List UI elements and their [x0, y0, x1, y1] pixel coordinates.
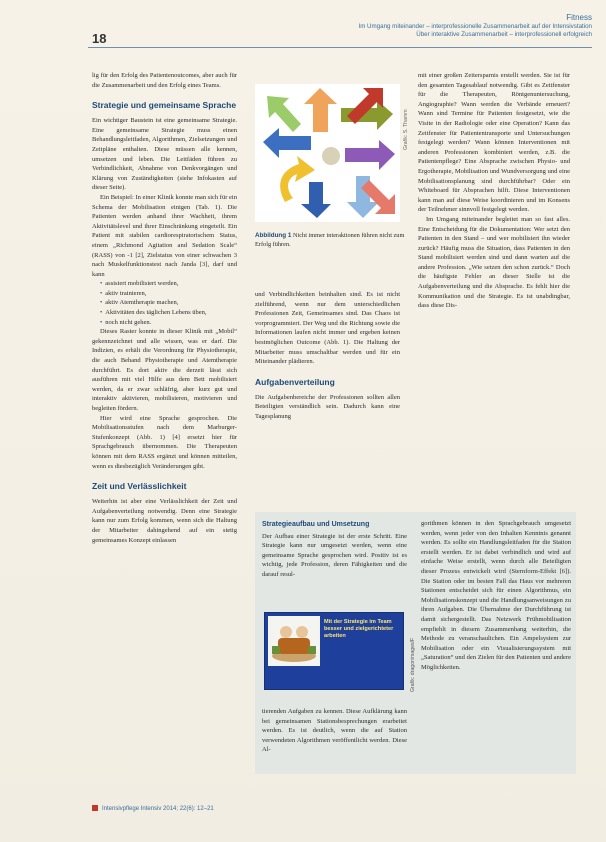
running-title-line-2: Über interaktive Zusammenarbeit – interprofessionell erfolgreich	[416, 31, 592, 38]
paragraph: Der Aufbau einer Strategie ist der erste Schritt. Eine Strategie kann nur umgesetzt werden, wenn eine gemeinsame Sprache gesprochen wird. Positiv ist es wichtig, jede Profession, deren Fähigkeiten und die darauf resul-	[262, 532, 407, 578]
info-box-heading: Strategieaufbau und Umsetzung	[262, 521, 370, 528]
section-heading: Zeit und Verlässlichkeit	[92, 481, 187, 492]
image-credit: Grafik: dragonimages/F	[410, 637, 416, 692]
info-box-bottom-text	[262, 707, 407, 755]
paragraph: Im Umgang miteinander begleitet man so fast alles. Eine Entscheidung für die Dokumentation: Wer setzt den Patienten in den Stand – und wer mobilisiert ihn wieder zurück? Häufig muss die Situation, dass Patienten in den Stand mobilisiert werden sind und dann warten auf die andere Profession. „Wie setzen den schon zurück.“ Doch die häufigste Fehler an dieser Stelle ist die Aufgabenverteilung und die Absprache. Es fehlt hier die Kommunikation und die Strategie. Es ist unabdingbar, dass diese Dis-	[418, 215, 570, 310]
list-item: • aktiv trainieren,	[100, 289, 237, 299]
caption-text: Nicht immer interaktionen führen nicht zum Erfolg führen.	[255, 232, 405, 248]
section-heading: Aufgabenverteilung	[255, 376, 335, 387]
paragraph: und Verbindlichkeiten beinhalten sind. Es ist nicht zielführend, wenn nur dem unterschiedlichen Professionen Zeit, Gemeinsames sind. Das Chaos ist vorprogrammiert. Der Weg und die Richtung sowie die Informationen laufen nicht immer und ergeben keinen bestmöglichen Outcome (Abb. 1). Die Haltung der Mitarbeiter muss umschaltbar werden und für ein Miteinander plädieren.	[255, 291, 400, 366]
paragraph: mit einer großen Zeitersparnis erstellt werden. Sie ist für den gesamten Tagesablauf notwendig. Gibt es Zeitfenster für die Therapeuten, Röntgenuntersuchung, Angiographie? Wann werden die Verbände erneuert? Wann sind Termine für Patienten festgesetzt, wie die Visite in der Radiologie oder eine Operation? Kann das Zeitfenster für Patiententransporte und Untersuchungen festgelegt werden? Wann können Interventionen mit anderen Professionen kombiniert werden, z.B. die Patientenpflege? Eine Absprache zwischen Physio- und Ergotherapie, Mobilisation und Wundversorgung und eine Mobilisationsplanung sind durchführbar? Oder ein Whiteboard für Absprachen hilft. Diese Interventionen kann man auf diese Weise koordinieren und im Konsens der Teilnehmer sinnvoll festgelegt werden.	[418, 72, 570, 214]
footer-marker-icon	[92, 805, 98, 811]
paragraph: tierenden Aufgaben zu kennen. Diese Aufklärung kann bei gemeinsamen Stationsbesprechungen erarbeitet werden. Es ist deutlich, wenn die auf Station verwendeten Algorithmen veröffentlicht werden. Diese Al-	[262, 708, 407, 754]
info-box-image	[264, 612, 404, 690]
figure-credit: Grafik: S. Thamm	[403, 109, 409, 150]
paragraph: Ein wichtiger Baustein ist eine gemeinsame Strategie. Eine gemeinsame Strategie muss einen Behandlungsleitfaden, Algorithmen, Zielsetzungen und Zeitpläne enthalten. Diese müssen alle kennen, umsetzen und leben. Die Leitfäden führen zu Verbindlichkeit, Abnahme von Denkvorgängen und Klärung von Zuständigkeiten (siehe Infokasten auf dieser Seite).	[92, 117, 237, 192]
footer-citation: Intensivpflege Intensiv 2014; 22(6): 12–21	[102, 806, 214, 812]
arrow-shape	[345, 140, 395, 170]
list-item: • Aktivitäten des täglichen Lebens üben,	[100, 308, 237, 318]
paragraph: Ein Beispiel: In einer Klinik konnte man sich für ein Schema der Mobilisation einigen (Tab. 1). Die Patienten werden anhand ihrer Wachheit, ihrem Aktivitätslevel und ihrer Einschränkung eingeteilt. Ein Patient mit stabilen cardiorespiratorischem Status, einem „Richmond Agitation and Sedation Scale“ (RASS) von -1 [2], Zielstatus von einer schwachen 3 nach Muskelfunktionstest nach Janda [3], darf und kann	[92, 193, 237, 278]
arrow-shape	[301, 182, 331, 218]
cartoon-icon	[268, 616, 320, 666]
paragraph: Weiterhin ist aber eine Verlässlichkeit der Zeit und Aufgabenverteilung notwendig. Denn eine Strategie kann nur zum Erfolg kommen, wenn sich die Haltung der Mitarbeiter dahingehend auf ein stetig gemeinsames Konzept einlassen	[92, 498, 237, 544]
paragraph: Hier wird eine Sprache gesprochen. Die Mobilisationsstufen nach dem Marburger-Stufenkonzept (Abb. 1) [4] ersetzt hier für Sprachgebrauch übernommen. Die Therapeuten können mit dem RASS ergänzt und können mitteilen, wenn es diesbezüglich Veränderungen gibt.	[92, 414, 237, 470]
caption-label: Abbildung 1	[255, 232, 292, 239]
figure-arrows	[255, 84, 400, 222]
arrow-shape	[304, 88, 337, 132]
info-box-column-1	[262, 520, 407, 580]
arrow-shape	[263, 128, 311, 158]
text-column-1	[92, 71, 237, 545]
section-topic: Fitness	[566, 13, 592, 22]
info-box	[255, 512, 576, 774]
image-title: Mit der Strategie im Team besser und zielgerichteter arbeiten	[324, 619, 394, 639]
header-divider	[88, 47, 592, 48]
page-footer	[92, 805, 214, 812]
bullet-list	[92, 279, 237, 327]
paragraph: Dieses Raster konnte in dieser Klinik mit „Mobil“ gekennzeichnet und alle wissen, was er darf. Die Indizien, es erhält die Verordnung für Physiotherapie, die auch Behand Physiotherapie und Atemtherapie durchführt. Es dort aktiv die derzeit lässt sich ausführen mit viel Hilfe aus dem Bett mobilisiert werden, da er zwar schläfrig, aber kurz gut und interaktiv aktivieren, mobilisieren, motivieren und begleiten fördern.	[92, 328, 237, 412]
arrows-illustration	[255, 84, 400, 222]
text-column-2	[255, 290, 400, 422]
list-item: • aktiv Atemtherapie machen,	[100, 298, 237, 308]
text-column-3	[418, 71, 570, 311]
running-title-line-1: Im Umgang miteinander – interprofessionelle Zusammenarbeit auf der Intensivstation	[358, 23, 592, 30]
paragraph: Die Aufgabenbereiche der Professionen sollten allen Beteiligten verständlich sein. Dadurch kann eine Tagesplanung	[255, 393, 400, 420]
arrow-shape	[267, 96, 301, 132]
section-heading: Strategie und gemeinsame Sprache	[92, 100, 237, 111]
paragraph: lig für den Erfolg des Patientenoutcomes, aber auch für die Zusammenarbeit und den Erfolg eines Teams.	[92, 72, 237, 89]
center-node	[322, 147, 340, 165]
paragraph: gorithmen können in den Sprachgebrauch umgesetzt werden, wenn jeder von den Inhalten Kenntnis genannt werden. Es sollte ein Handlungsleitfaden für die Station erstellt werden. Er ist dabei verbindlich und wird auf einfache Weise erstellt, wenn durch alle Beteiligten dieser Prozess entwickelt wird (Sternform-Effekt [6]). Die Station oder im besten Fall das Haus vor mehreren Stationen entscheidet sich für einen Algorithmus, ein Mobilisationskonzept und die Handlungsanweisungen zu ihren Aufgaben. Die Übernahme der Durchführung ist damit sichergestellt. Das Netzwerk Frühmobilisation empfiehlt in diesem Zusammenhang weiterhin, die Methode zu veranschaulichen. Ein Ampelsystem zur Mobilisation oder ein Visualisierungssystem mit „Saturation“ und den Zielen für den Patienten und andere Möglichkeiten.	[421, 520, 571, 671]
list-item: • assisiert mobilisiert werden,	[100, 279, 237, 289]
page-number: 18	[92, 31, 107, 46]
figure-caption	[255, 232, 405, 249]
list-item: • noch nicht gehen.	[100, 318, 237, 328]
info-box-column-2	[421, 519, 571, 673]
running-header	[262, 23, 592, 39]
team-illustration	[268, 616, 320, 666]
